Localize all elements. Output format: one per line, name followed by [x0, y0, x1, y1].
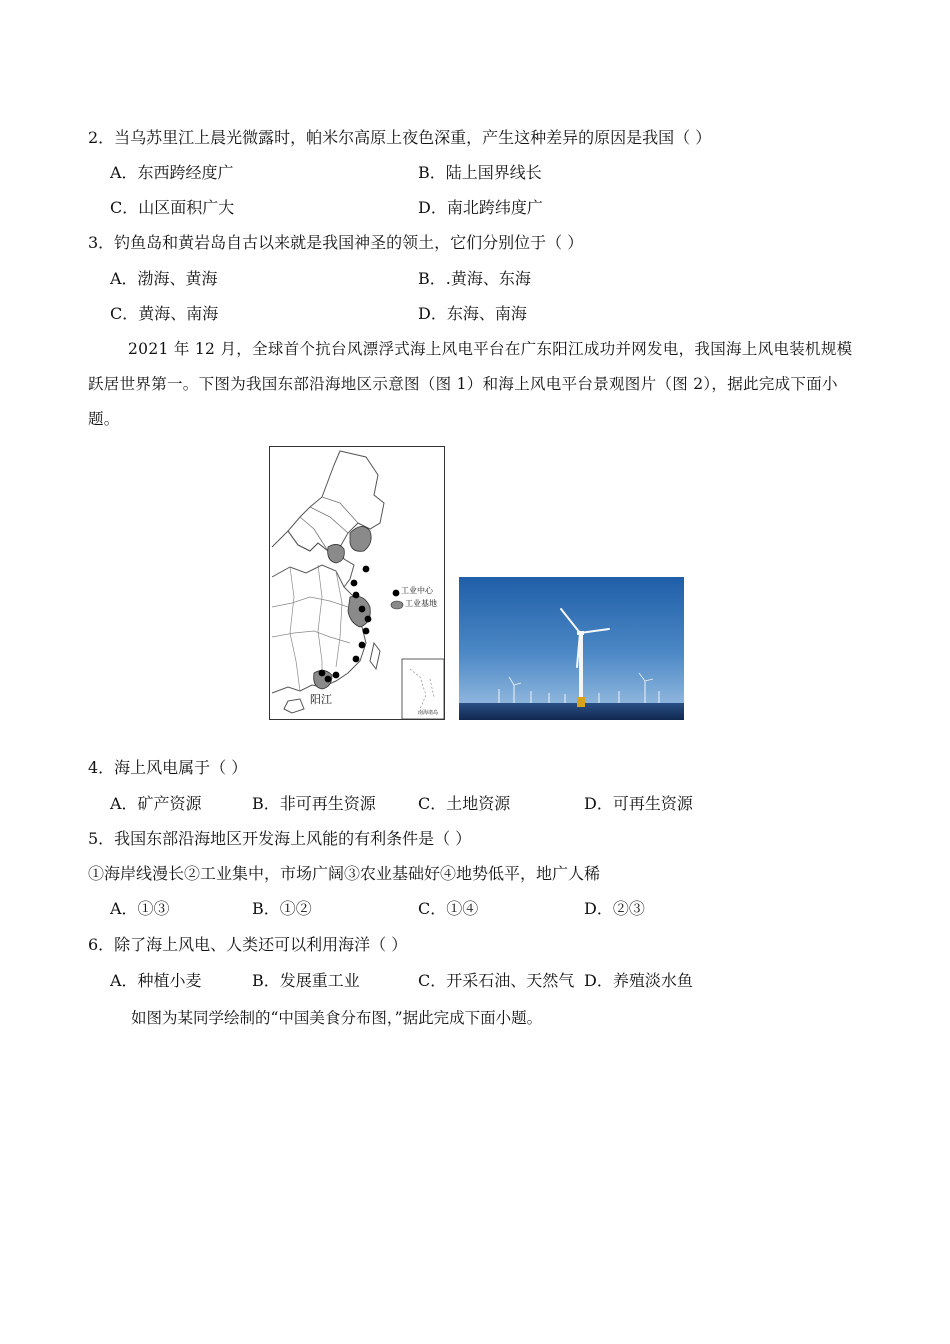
wind-farm-drawing — [459, 577, 684, 720]
passage-food-map: 如图为某同学绘制的“中国美食分布图，”据此完成下面小题。 — [131, 1009, 543, 1027]
question-2-option-c: C．山区面积广大 — [110, 198, 235, 217]
map-label-south-sea-islands: 南海诸岛 — [418, 710, 439, 716]
question-3-option-b: B．.黄海、东海 — [418, 269, 531, 288]
question-4-option-b: B．非可再生资源 — [252, 794, 376, 813]
question-4-option-d: D．可再生资源 — [584, 794, 693, 813]
question-5-stem: 5．我国东部沿海地区开发海上风能的有利条件是（ ） — [88, 829, 472, 848]
question-6-option-d: D．养殖淡水鱼 — [584, 971, 693, 990]
question-5-option-b: B．①② — [252, 899, 312, 918]
question-4-option-a: A．矿产资源 — [110, 794, 202, 813]
question-4-option-c: C．土地资源 — [418, 794, 511, 813]
passage-wind-power: 2021 年 12 月，全球首个抗台风漂浮式海上风电平台在广东阳江成功并网发电，我国海上风电装机规模跃居世界第一。下图为我国东部沿海地区示意图（图 1）和海上风电平台景观图片（图 2），据此完成下面小题。 — [88, 340, 853, 428]
question-6-option-c: C．开采石油、天然气 — [418, 971, 575, 990]
figure-1-coastal-map — [269, 446, 445, 720]
question-3-stem: 3．钓鱼岛和黄岩岛自古以来就是我国神圣的领土，它们分别位于（ ） — [88, 233, 584, 252]
question-2-stem: 2．当乌苏里江上晨光微露时，帕米尔高原上夜色深重，产生这种差异的原因是我国（ ） — [88, 128, 712, 147]
question-5-conditions: ①海岸线漫长②工业集中，市场广阔③农业基础好④地势低平，地广人稀 — [88, 864, 601, 883]
question-4-stem: 4．海上风电属于（ ） — [88, 758, 248, 777]
map-drawing — [270, 447, 445, 720]
question-3-option-a: A．渤海、黄海 — [110, 269, 218, 288]
question-6-option-b: B．发展重工业 — [252, 971, 360, 990]
question-3-option-c: C．黄海、南海 — [110, 304, 219, 323]
question-6-option-a: A．种植小麦 — [110, 971, 202, 990]
question-5-option-a: A．①③ — [110, 899, 170, 918]
question-5-option-d: D．②③ — [584, 899, 645, 918]
map-label-yangjiang: 阳江 — [310, 693, 332, 706]
question-6-stem: 6．除了海上风电、人类还可以利用海洋（ ） — [88, 935, 408, 954]
question-2-option-d: D．南北跨纬度广 — [418, 198, 543, 217]
question-2-option-a: A．东西跨经度广 — [110, 163, 234, 182]
question-5-option-c: C．①④ — [418, 899, 479, 918]
question-3-option-d: D．东海、南海 — [418, 304, 527, 323]
legend-industrial-base: 工业基地 — [405, 599, 437, 608]
question-2-option-b: B．陆上国界线长 — [418, 163, 542, 182]
figure-2-wind-farm-photo — [459, 577, 684, 720]
legend-industrial-center: 工业中心 — [401, 586, 433, 595]
